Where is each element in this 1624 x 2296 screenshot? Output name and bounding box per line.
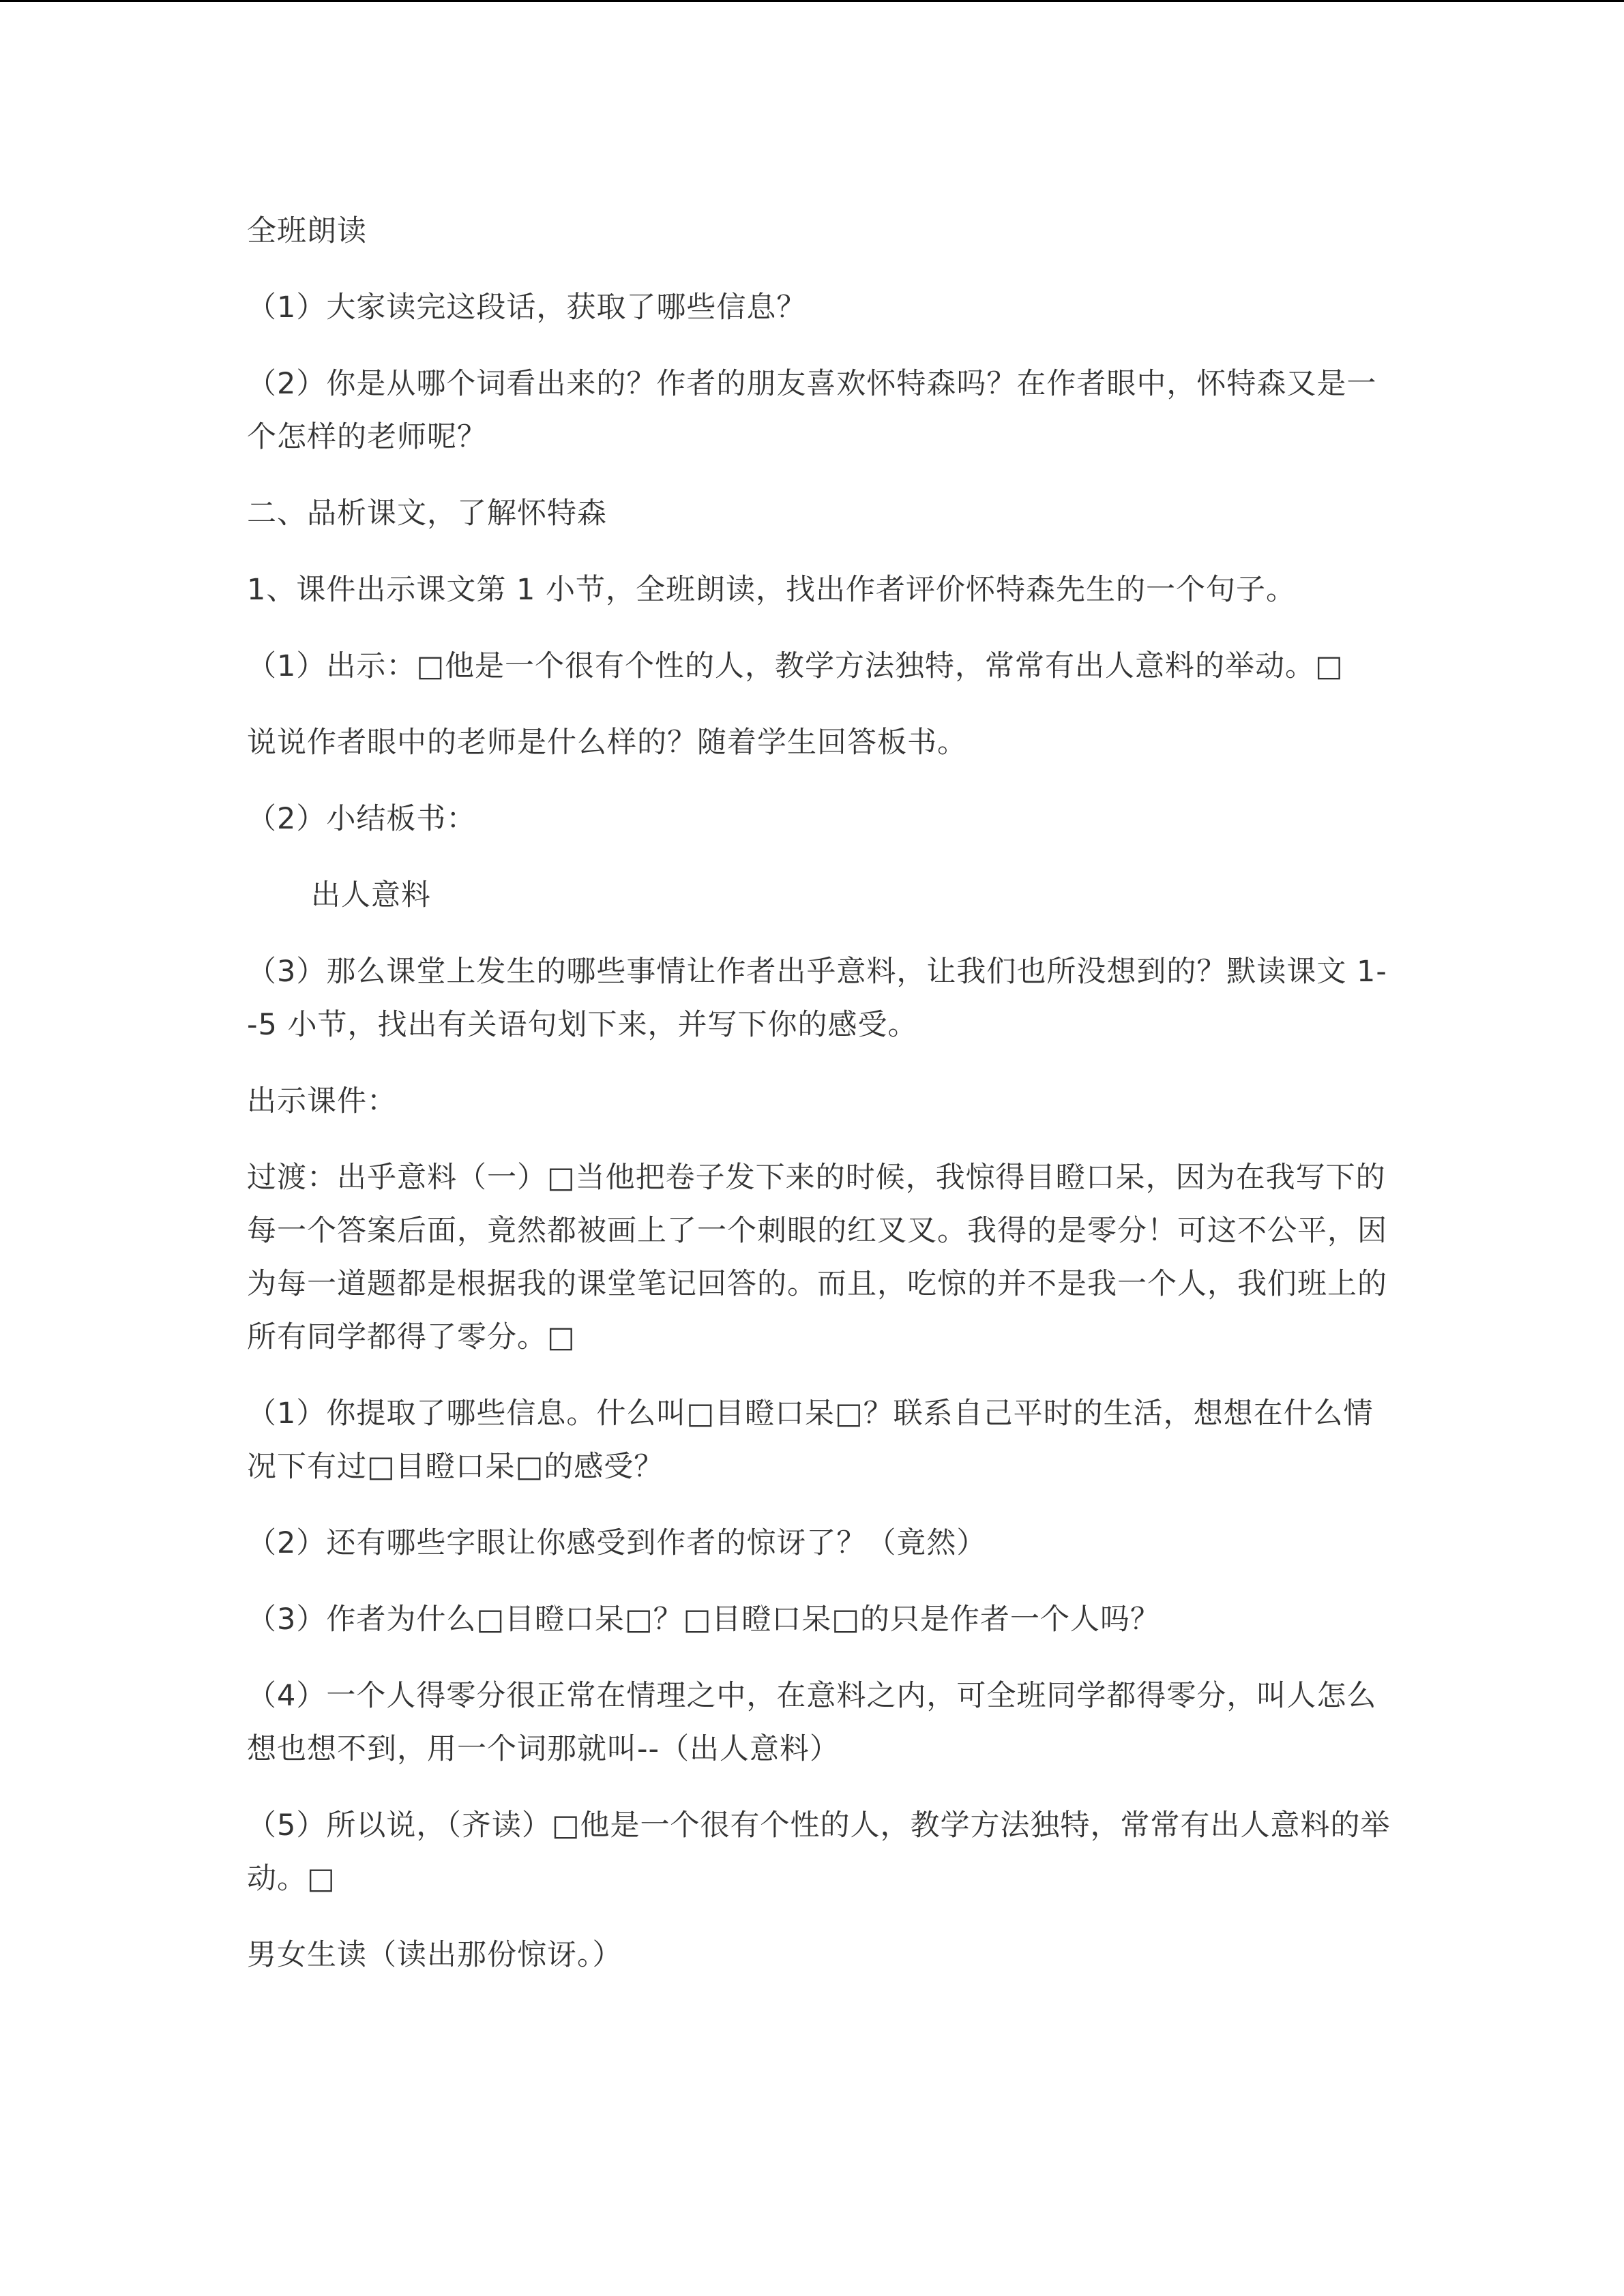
page-top-border [0,0,1624,2]
paragraph-blackboard-summary: （2）小结板书： [247,802,477,836]
blackboard-keyword: 出人意料 [311,878,431,912]
paragraph-question-1: （1）大家读完这段话，获取了哪些信息？ [247,290,807,325]
paragraph-transition: 过渡：出乎意料（一）□当他把卷子发下来的时候，我惊得目瞪口呆，因为在我写下的每一个答案后面，竟然都被画上了一个刺眼的红叉叉。我得的是零分！可这不公平，因为每一道题都是根据我的课堂笔记回答的。而且，吃惊的并不是我一个人，我们班上的所有同学都得了零分。□ [247,1161,1387,1354]
paragraph-discussion: 说说作者眼中的老师是什么样的？随着学生回答板书。 [247,726,967,760]
paragraph-step-1: 1、课件出示课文第 1 小节，全班朗读，找出作者评价怀特森先生的一个句子。 [247,573,1297,607]
paragraph-sub-question-2: （2）还有哪些字眼让你感受到作者的惊讶了？（竟然） [247,1526,987,1560]
paragraph-sub-question-5: （5）所以说，（齐读）□他是一个很有个性的人，教学方法独特，常常有出人意料的举动。□ [247,1808,1391,1896]
paragraph-sub-question-3: （3）作者为什么□目瞪口呆□？□目瞪口呆□的只是作者一个人吗？ [247,1602,1160,1637]
paragraph-show-sentence: （1）出示：□他是一个很有个性的人，教学方法独特，常常有出人意料的举动。□ [247,649,1344,683]
paragraph-boys-girls-reading: 男女生读（读出那份惊讶。） [247,1938,623,1972]
paragraph-sub-question-1: （1）你提取了哪些信息。什么叫□目瞪口呆□？联系自己平时的生活，想想在什么情况下有过□目瞪口呆□的感受？ [247,1397,1374,1484]
paragraph-show-courseware: 出示课件： [247,1084,397,1118]
section-heading-analysis: 二、品析课文，了解怀特森 [247,496,607,531]
paragraph-class-reading: 全班朗读 [247,214,367,248]
paragraph-question-3: （3）那么课堂上发生的哪些事情让作者出乎意料，让我们也所没想到的？默读课文 1--5 小节，找出有关语句划下来，并写下你的感受。 [247,955,1387,1042]
paragraph-question-2: （2）你是从哪个词看出来的？作者的朋友喜欢怀特森吗？在作者眼中，怀特森又是一个怎样的老师呢？ [247,367,1377,454]
paragraph-sub-question-4: （4）一个人得零分很正常在情理之中，在意料之内，可全班同学都得零分，叫人怎么想也想不到，用一个词那就叫--（出人意料） [247,1679,1377,1766]
document-page [247,205,1393,2005]
